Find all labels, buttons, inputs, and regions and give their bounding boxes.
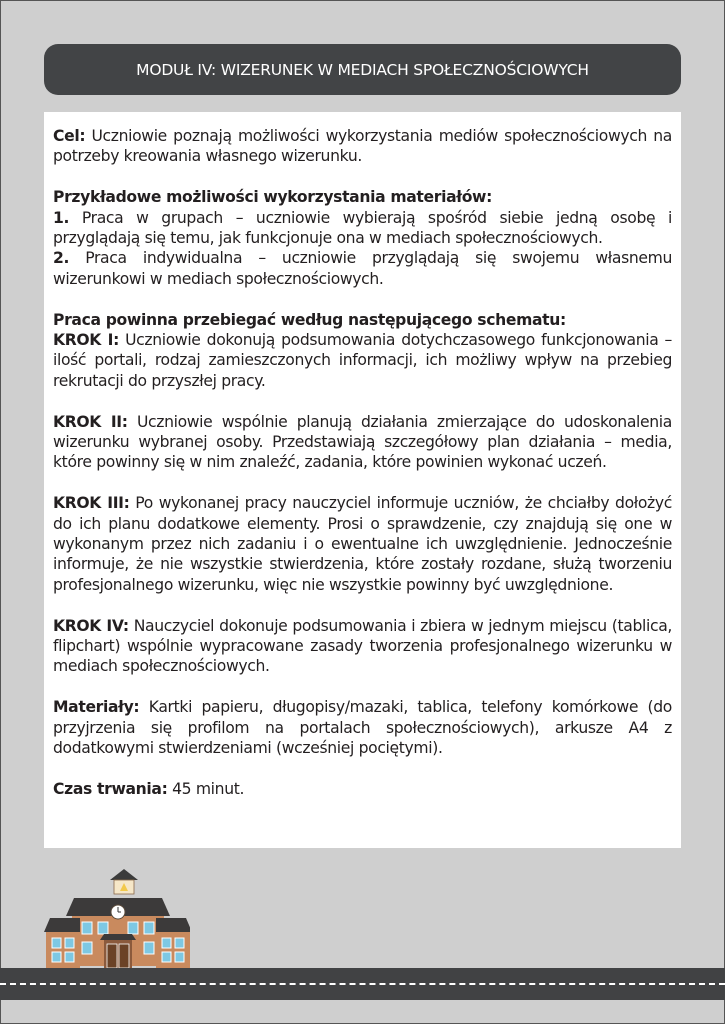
option-item-1	[53, 208, 672, 249]
schema-heading	[53, 310, 672, 330]
options-heading-text: Przykładowe możliwości wykorzystania materiałów:	[53, 188, 492, 207]
step-1	[53, 330, 672, 391]
goal-paragraph	[53, 126, 672, 167]
step-1-label: KROK I:	[53, 331, 119, 350]
school-building-icon	[40, 868, 190, 972]
step-4-label: KROK IV:	[53, 616, 129, 635]
materials-paragraph	[53, 697, 672, 758]
step-4	[53, 616, 672, 677]
materials-text: Kartki papieru, długopisy/mazaki, tablica, telefony komórkowe (do przyjrzenia się profilom na portalach społecznościowych), arkusze A4 z dodatkowymi stwierdzeniami (wcześniej pociętymi).	[53, 698, 672, 758]
step-1-text: Uczniowie dokonują podsumowania dotychczasowego funkcjonowania – ilość portali, rodzaj zamieszczonych informacji, ich możliwy wpływ na przebieg rekrutacji do przyszłej pracy.	[53, 331, 672, 390]
step-3	[53, 493, 672, 595]
option-1-text: Praca w grupach – uczniowie wybierają spośród siebie jedną osobę i przyglądają się temu, jak funkcjonuje ona w mediach społecznościowych.	[53, 208, 672, 248]
option-item-2	[53, 248, 672, 289]
step-3-text: Po wykonanej pracy nauczyciel informuje uczniów, że chciałby dołożyć do ich planu dodatkowe elementy. Prosi o sprawdzenie, czy znajdują się one w wykonanym przez nich zadaniu i o ewentualne ich uwzględnienie. Jednocześnie informuje, że nie wszystkie stwierdzenia, które zostały rozdane, służą tworzeniu profesjonalnego wizerunku, więc nie wszystkie powinny być uwzględnione.	[53, 494, 672, 594]
option-2-text: Praca indywidualna – uczniowie przyglądają się swojemu własnemu wizerunkowi w mediach społecznościowych.	[53, 249, 672, 288]
module-title-bar	[44, 44, 681, 95]
schema-heading-text: Praca powinna przebiegać według następującego schematu:	[53, 310, 566, 329]
content-panel	[44, 112, 681, 848]
option-2-number: 2.	[53, 249, 70, 268]
step-3-label: KROK III:	[53, 494, 130, 513]
duration-label: Czas trwania:	[53, 779, 168, 798]
goal-label: Cel:	[53, 127, 86, 145]
step-2-label: KROK II:	[53, 412, 128, 431]
step-4-text: Nauczyciel dokonuje podsumowania i zbiera w jednym miejscu (tablica, flipchart) wspólnie wypracowane zasady tworzenia profesjonalnego wizerunku w mediach społecznościowych.	[53, 616, 673, 676]
module-title: MODUŁ IV: WIZERUNEK W MEDIACH SPOŁECZNOŚCIOWYCH	[136, 60, 589, 79]
duration-paragraph	[53, 779, 672, 799]
duration-text: 45 minut.	[167, 779, 245, 798]
road-lane-marking	[0, 983, 725, 985]
materials-label: Materiały:	[53, 698, 140, 717]
step-2-text: Uczniowie wspólnie planują działania zmierzające do udoskonalenia wizerunku wybranej osoby. Przedstawiają szczegółowy plan działania – media, które powinny się w nim znaleźć, zadania, które powinien wykonać uczeń.	[53, 412, 672, 472]
options-heading	[53, 187, 672, 207]
goal-text: Uczniowie poznają możliwości wykorzystania mediów społecznościowych na potrzeby kreowania własnego wizerunku.	[53, 127, 672, 166]
step-2	[53, 412, 672, 473]
option-1-number: 1.	[53, 208, 70, 227]
